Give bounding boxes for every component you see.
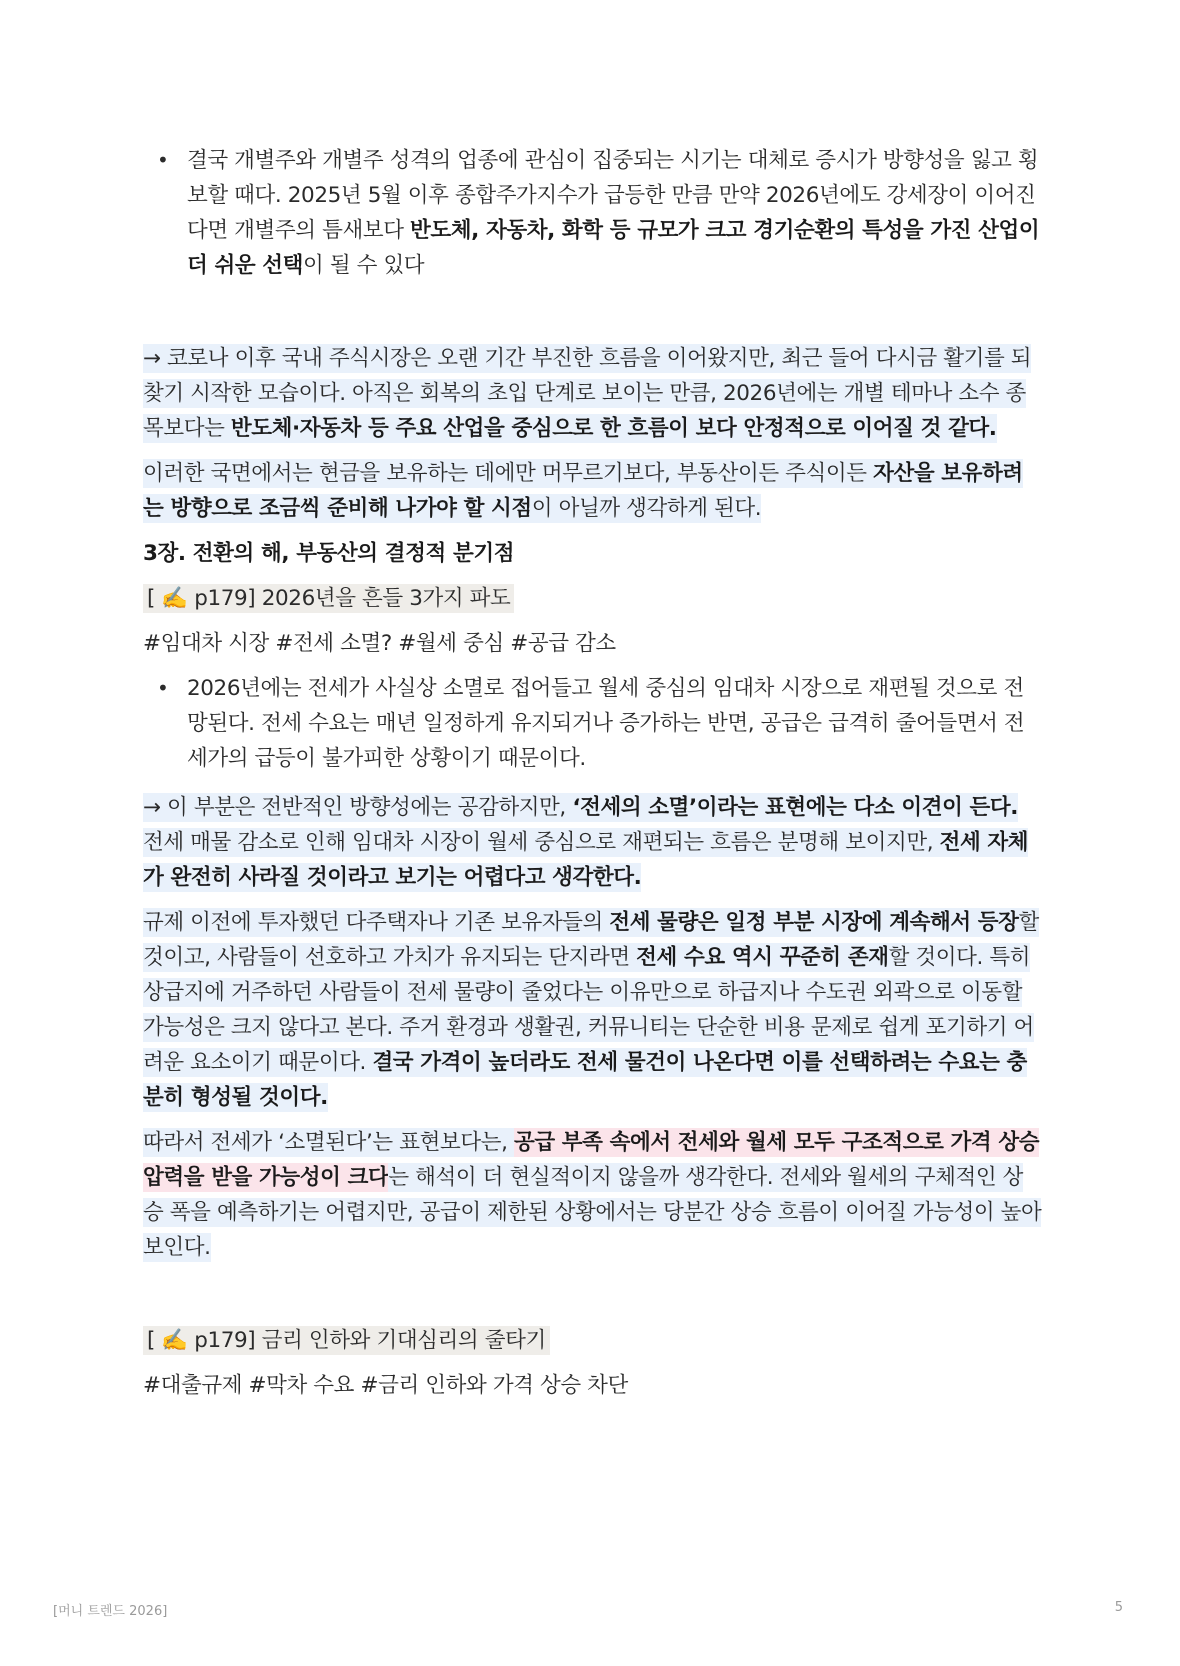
- main-content: [143, 143, 1043, 1403]
- bold-text: 반도체, 자동차, 화학 등 규모가 크고 경기순환의 특성을 가진 산업이 더 쉬운 선택: [187, 218, 1040, 278]
- text: 는 해석이 더 현실적이지 않을까 생각한다. 전세와 월세의 구체적인 상승 폭을 예측하기는 어렵지만, 공급이 제한된 상황에서는 당분간 상승 흐름이 이어질 가능성이 높아 보인다.: [143, 1165, 1042, 1260]
- highlight: [143, 793, 1028, 892]
- text: → 코로나 이후 국내 주식시장은 오랜 기간 부진한 흐름을 이어왔지만, 최근 들어 다시금 활기를 되찾기 시작한 모습이다. 아직은 회복의 초입 단계로 보이는 만큼, 2026년에는 개별 테마나 소수 종목보다는: [143, 346, 1032, 441]
- page-number: 5: [1114, 1600, 1123, 1615]
- comment-paragraph: [143, 905, 1043, 1115]
- bullet-item: [143, 143, 1043, 283]
- hashtags: #임대차 시장 #전세 소멸? #월세 중심 #공급 감소: [143, 631, 616, 656]
- text: 2026년에는 전세가 사실상 소멸로 접어들고 월세 중심의 임대차 시장으로 재편될 것으로 전망된다. 전세 수요는 매년 일정하게 유지되거나 증가하는 반면, 공급은 급격히 줄어들면서 전세가의 급등이 불가피한 상황이기 때문이다.: [187, 676, 1025, 771]
- text: 할 것이고, 사람들이 선호하고 가치가 유지되는 단지라면: [143, 910, 1039, 970]
- text: 규제 이전에 투자했던 다주택자나 기존 보유자들의: [143, 910, 610, 935]
- footer-title: [머니 트렌드 2026]: [53, 1604, 168, 1619]
- bold-text: 자산을 보유하려는 방향으로 조금씩 준비해 나가야 할 시점: [143, 461, 1023, 521]
- text: 결국 개별주와 개별주 성격의 업종에 관심이 집중되는 시기는 대체로 증시가 방향성을 잃고 횡보할 때다. 2025년 5월 이후 종합주가지수가 급등한 만큼 만약 2026년에도 강세장이 이어진다면 개별주의 틈새보다: [187, 148, 1039, 243]
- text: 이 아닐까 생각하게 된다.: [531, 496, 762, 521]
- text: 이 될 수 있다: [303, 253, 425, 278]
- text: 이러한 국면에서는 현금을 보유하는 데에만 머무르기보다, 부동산이든 주식이든: [143, 461, 874, 486]
- bold-text: 공급 부족 속에서 전세와 월세 모두 구조적으로 가격 상승 압력을 받을 가능성이 크다: [143, 1130, 1040, 1190]
- highlight: [143, 459, 1023, 523]
- tag-text: [ ✍️ p179] 2026년을 흔들 3가지 파도: [143, 584, 514, 613]
- text: 전세 매물 감소로 인해 임대차 시장이 월세 중심으로 재편되는 흐름은 분명해 보이지만,: [143, 830, 940, 855]
- bold-text: ‘전세의 소멸’이라는 표현에는 다소 이견이 든다.: [572, 795, 1019, 820]
- highlight: [143, 344, 1031, 443]
- page-reference-tag: [143, 581, 1043, 616]
- page-reference-tag: [143, 1323, 1043, 1358]
- comment-paragraph: [143, 456, 1043, 526]
- bold-text: 반도체·자동차 등 주요 산업을 중심으로 한 흐름이 보다 안정적으로 이어질 것 같다.: [230, 416, 997, 441]
- tag-text: [ ✍️ p179] 금리 인하와 기대심리의 줄타기: [143, 1326, 550, 1355]
- text: → 이 부분은 전반적인 방향성에는 공감하지만,: [143, 795, 573, 820]
- highlight: [143, 1128, 514, 1157]
- chapter-heading: 3장. 전환의 해, 부동산의 결정적 분기점: [143, 541, 515, 566]
- bold-text: 전세 수요 역시 꾸준히 존재: [636, 945, 889, 970]
- comment-paragraph: [143, 1125, 1043, 1265]
- bold-text: 전세 자체가 완전히 사라질 것이라고 보기는 어렵다고 생각한다.: [143, 830, 1029, 890]
- bullet-item: [143, 671, 1043, 776]
- text: 따라서 전세가 ‘소멸된다’는 표현보다는,: [143, 1130, 514, 1155]
- highlight: [143, 908, 1039, 1112]
- text: 할 것이다. 특히 상급지에 거주하던 사람들이 전세 물량이 줄었다는 이유만으로 하급지나 수도권 외곽으로 이동할 가능성은 크지 않다고 본다. 주거 환경과 생활권, 커뮤니티는 단순한 비용 문제로 쉽게 포기하기 어려운 요소이기 때문이다.: [143, 945, 1034, 1075]
- bold-text: 전세 물량은 일정 부분 시장에 계속해서 등장: [609, 910, 1019, 935]
- hashtags: #대출규제 #막차 수요 #금리 인하와 가격 상승 차단: [143, 1373, 628, 1398]
- comment-paragraph: [143, 790, 1043, 895]
- bold-text: 결국 가격이 높더라도 전세 물건이 나온다면 이를 선택하려는 수요는 충분히 형성될 것이다.: [143, 1050, 1027, 1110]
- comment-paragraph: [143, 341, 1043, 446]
